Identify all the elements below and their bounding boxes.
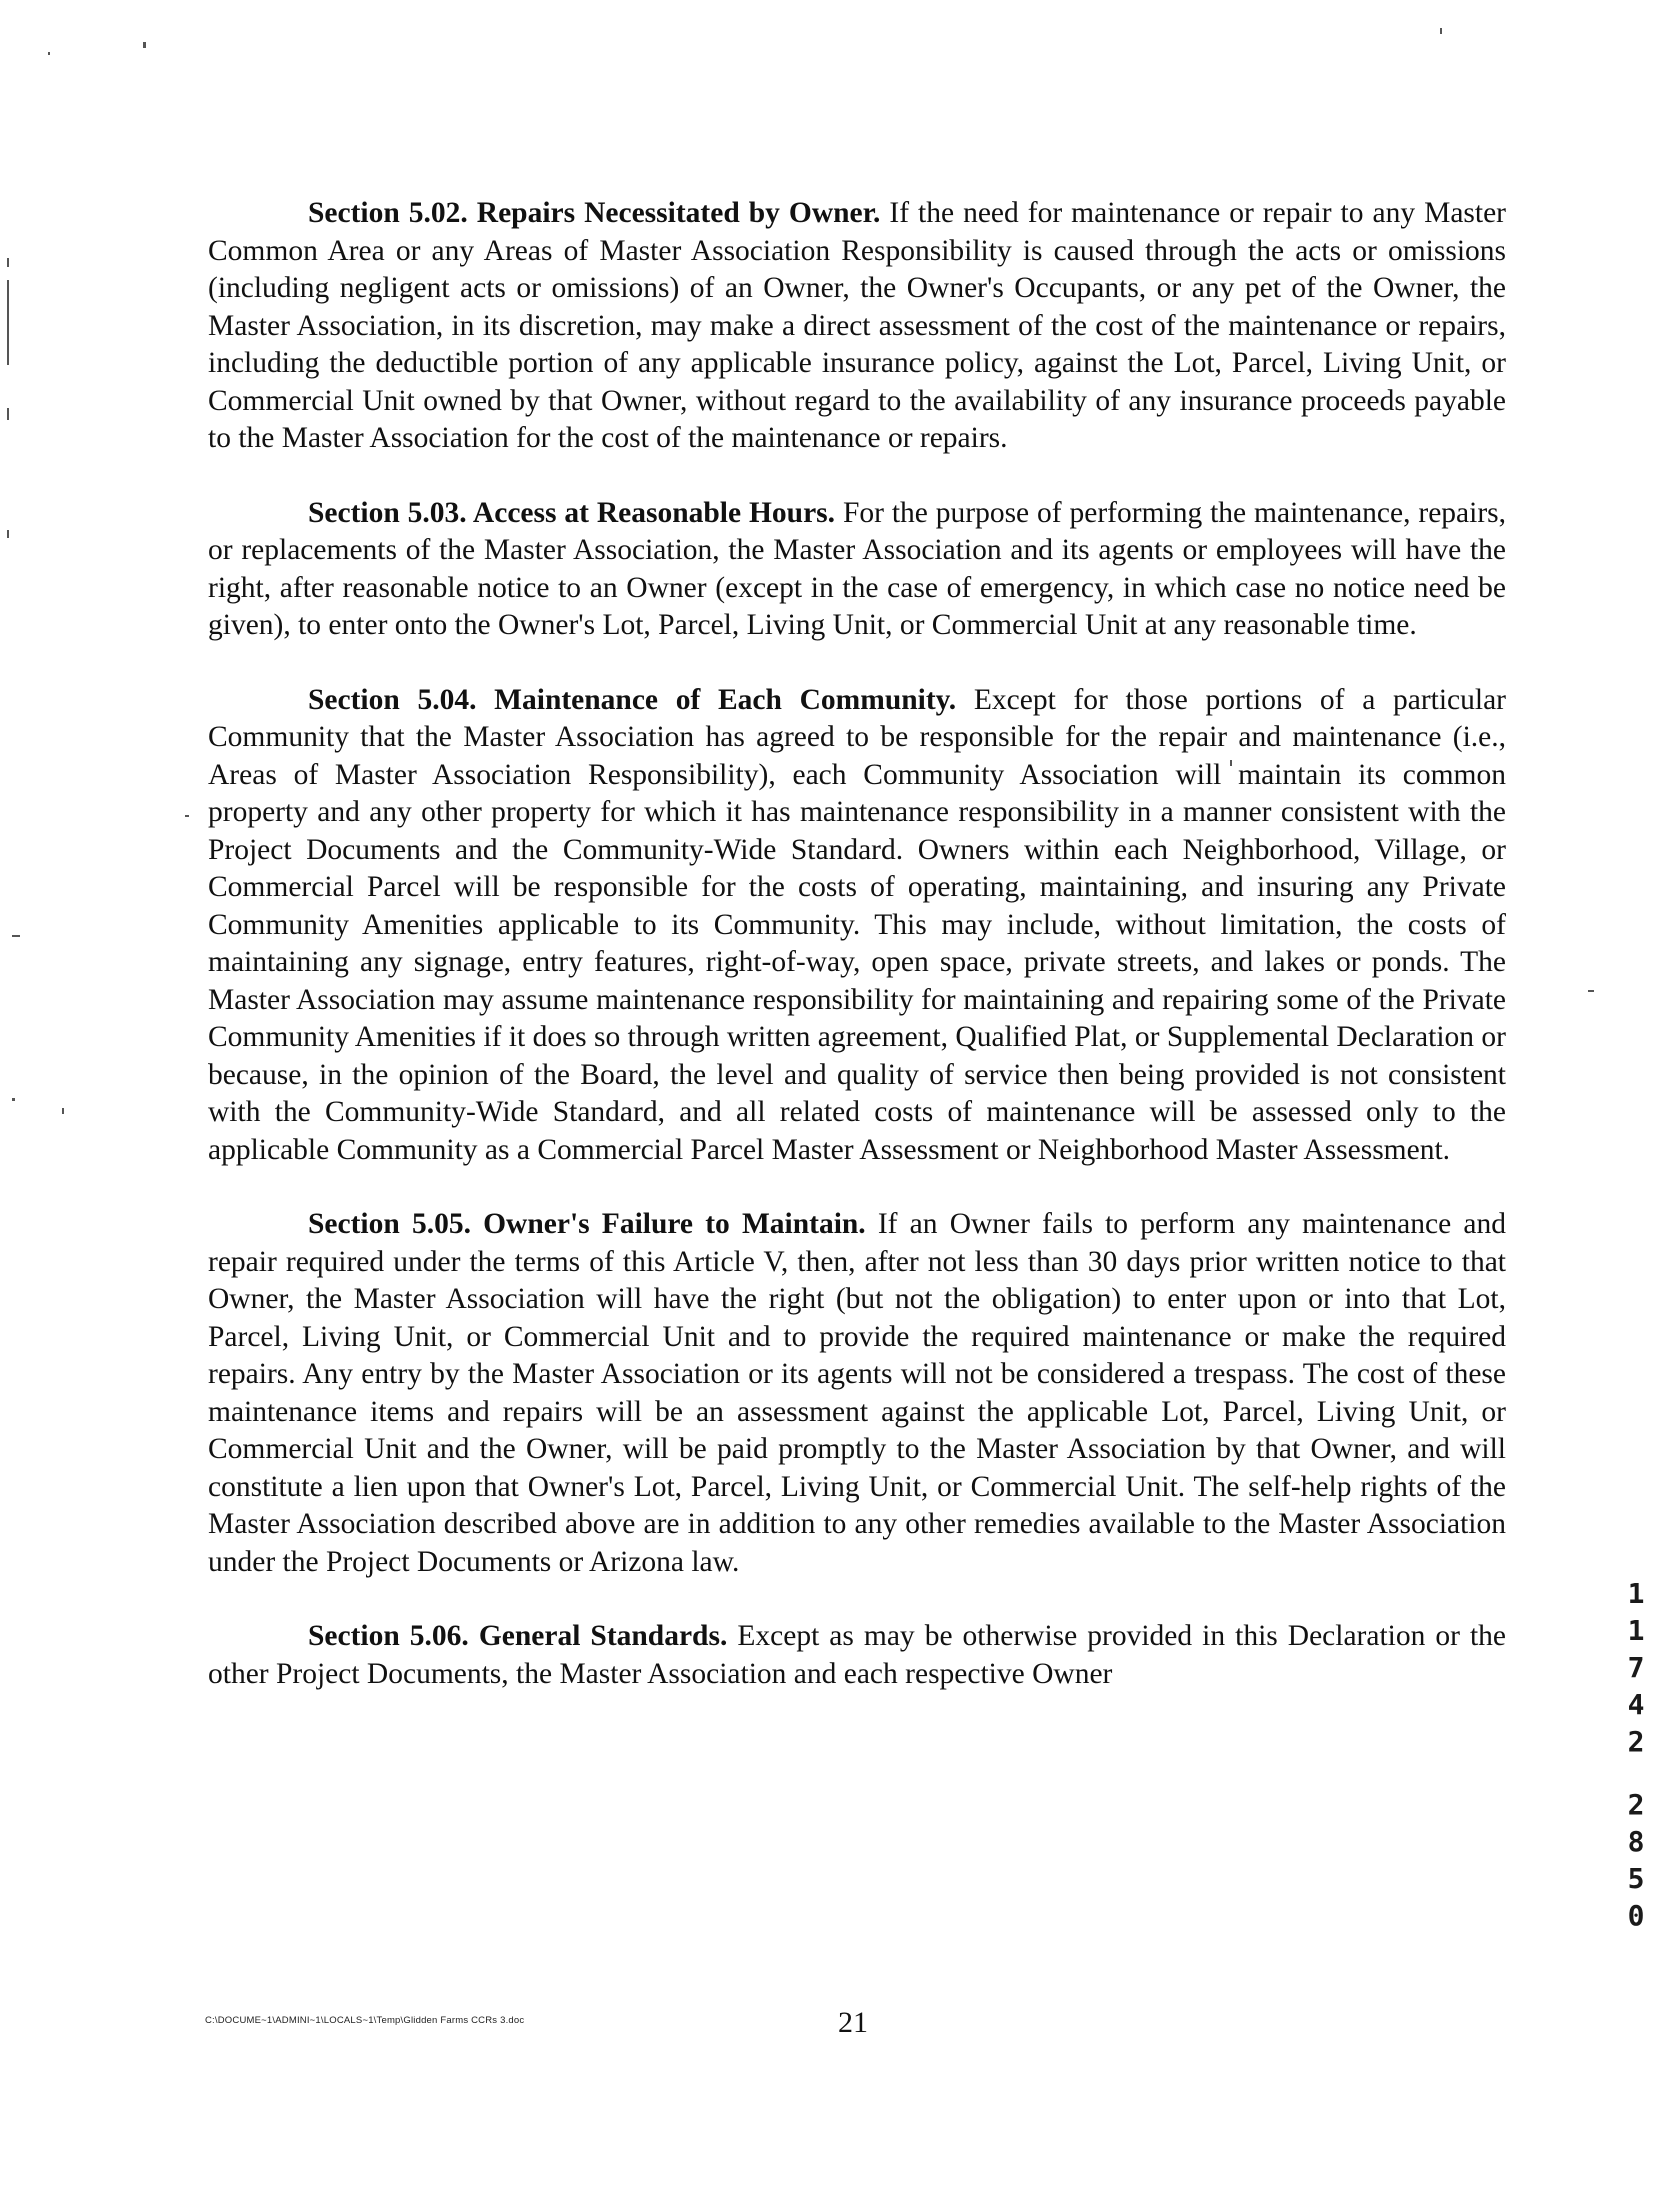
stamp-digit: 1 [1627, 1577, 1645, 1610]
stamp-digit: 8 [1627, 1825, 1645, 1858]
stamp-digit: 2 [1627, 1725, 1645, 1758]
scan-speck [1588, 990, 1594, 992]
section-heading: Section 5.05. Owner's Failure to Maintain. [308, 1208, 866, 1240]
footer-file-path: C:\DOCUME~1\ADMINI~1\LOCALS~1\Temp\Glidden Farms CCRs 3.doc [205, 2015, 525, 2026]
section-body: If an Owner fails to perform any maintenance and repair required under the terms of this Article V, then, after not less than 30 days prior written notice to that Owner, the Master Association will have the right (but not the obligation) to enter upon or into that Lot, Parcel, Living Unit, or Commercial Unit and to provide the required maintenance or make the required repairs. Any entry by the Master Association or its agents will not be considered a trespass. The cost of these maintenance items and repairs will be an assessment against the applicable Lot, Parcel, Living Unit, or Commercial Unit and the Owner, will be paid promptly to the Master Association by that Owner, and will constitute a lien upon that Owner's Lot, Parcel, Living Unit, or Commercial Unit. The self-help rights of the Master Association described above are in addition to any other remedies available to the Master Association under the Project Documents or Arizona law. [208, 1208, 1506, 1578]
scan-speck [1440, 28, 1442, 34]
stamp-digit: 4 [1627, 1688, 1645, 1721]
stamp-digit: 5 [1627, 1862, 1645, 1895]
section-body: For the purpose of performing the maintenance, repairs, or replacements of the Master Association, the Master Association and its agents or employees will have the right, after reasonable notice to an Owner (except in the case of emergency, in which case no notice need be given), to enter onto the Owner's Lot, Parcel, Living Unit, or Commercial Unit at any reasonable time. [208, 496, 1507, 641]
scan-speck [7, 408, 9, 420]
scan-speck [12, 1098, 15, 1101]
scan-speck [12, 935, 20, 937]
stamp-digit: 2 [1627, 1788, 1645, 1821]
page-number: 21 [838, 2006, 868, 2039]
scan-speck [143, 42, 146, 48]
document-body [208, 195, 1506, 1730]
section-heading: Section 5.06. General Standards. [308, 1620, 728, 1652]
section-5-03 [208, 495, 1506, 645]
section-body: Except for those portions of a particular Community that the Master Association has agreed to be responsible for the repair and maintenance (i.e., Areas of Master Association Responsibility), each Community Association will maintain its common property and any other property for which it has maintenance responsibility in a manner consistent with the Project Documents and the Community-Wide Standard. Owners within each Neighborhood, Village, or Commercial Parcel will be responsible for the costs of operating, maintaining, and insuring any Private Community Amenities applicable to its Community. This may include, without limitation, the costs of maintaining any signage, entry features, right-of-way, open space, private streets, and lakes or ponds. The Master Association may assume maintenance responsibility for maintaining and repairing some of the Private Community Amenities if it does so through written agreement, Qualified Plat, or Supplemental Declaration or because, in the opinion of the Board, the level and quality of service then being provided is not consistent with the Community-Wide Standard, and all related costs of maintenance will be assessed only to the applicable Community as a Commercial Parcel Master Assessment or Neighborhood Master Assessment. [208, 683, 1506, 1166]
recording-number-stamp [1622, 1575, 1650, 1934]
section-body: Except as may be otherwise provided in this Declaration or the other Project Documents, the Master Association and each respective Owner [208, 1620, 1507, 1690]
scan-speck [62, 1108, 64, 1114]
section-5-05 [208, 1206, 1506, 1581]
scan-speck [185, 815, 189, 817]
stamp-group-2 [1622, 1786, 1650, 1934]
scan-speck [7, 280, 9, 365]
section-5-04 [208, 682, 1506, 1170]
stamp-digit: 7 [1627, 1651, 1645, 1684]
scan-speck [7, 530, 9, 538]
section-heading: Section 5.04. Maintenance of Each Community. [308, 683, 957, 716]
stamp-digit: 1 [1627, 1614, 1645, 1647]
stamp-group-1 [1622, 1575, 1650, 1760]
section-body: If the need for maintenance or repair to any Master Common Area or any Areas of Master Association Responsibility is caused through the acts or omissions (including negligent acts or omissions) of an Owner, the Owner's Occupants, or any pet of the Owner, the Master Association, in its discretion, may make a direct assessment of the cost of the maintenance or repairs, including the deductible portion of any applicable insurance policy, against the Lot, Parcel, Living Unit, or Commercial Unit owned by that Owner, without regard to the availability of any insurance proceeds payable to the Master Association for the cost of the maintenance or repairs. [208, 197, 1507, 454]
scan-speck [7, 258, 9, 267]
scan-speck [48, 52, 50, 55]
section-heading: Section 5.02. Repairs Necessitated by Owner. [308, 197, 881, 229]
section-5-02 [208, 195, 1506, 458]
section-heading: Section 5.03. Access at Reasonable Hours. [308, 496, 836, 529]
section-5-06 [208, 1618, 1506, 1693]
stamp-digit: 0 [1627, 1899, 1645, 1932]
